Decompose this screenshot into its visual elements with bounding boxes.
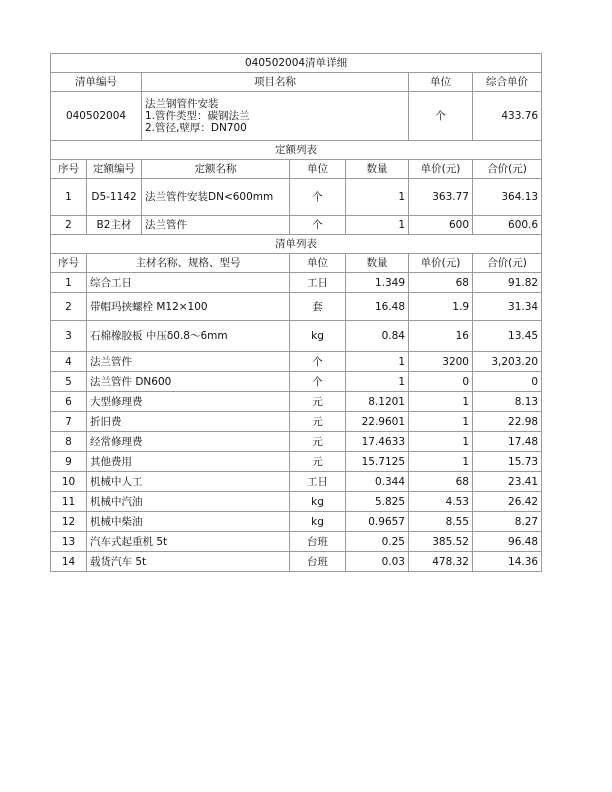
material-price: 8.55 bbox=[409, 512, 473, 532]
item-unit: 个 bbox=[409, 92, 473, 141]
material-list-body bbox=[51, 273, 542, 572]
bill-detail-table bbox=[50, 53, 542, 572]
material-unit: 工日 bbox=[290, 472, 346, 492]
material-name: 机械中柴油 bbox=[87, 512, 290, 532]
row-number: 12 bbox=[51, 512, 87, 532]
material-name: 法兰管件 DN600 bbox=[87, 372, 290, 392]
material-qty: 8.1201 bbox=[346, 392, 409, 412]
material-unit: kg bbox=[290, 321, 346, 352]
material-total: 8.13 bbox=[473, 392, 542, 412]
row-number: 7 bbox=[51, 412, 87, 432]
quota-qty: 1 bbox=[346, 216, 409, 235]
row-number: 9 bbox=[51, 452, 87, 472]
quota-row bbox=[51, 216, 542, 235]
column-header: 定额名称 bbox=[142, 160, 290, 179]
list-section-row bbox=[51, 235, 542, 254]
material-qty: 17.4633 bbox=[346, 432, 409, 452]
material-total: 15.73 bbox=[473, 452, 542, 472]
row-number: 4 bbox=[51, 352, 87, 372]
material-price: 68 bbox=[409, 273, 473, 293]
list-row bbox=[51, 492, 542, 512]
sheet-title: 040502004清单详细 bbox=[51, 54, 542, 73]
item-name-line: 1.管件类型：碳钢法兰 bbox=[145, 110, 250, 122]
material-total: 13.45 bbox=[473, 321, 542, 352]
material-name: 法兰管件 bbox=[87, 352, 290, 372]
list-row bbox=[51, 352, 542, 372]
list-row bbox=[51, 412, 542, 432]
material-unit: kg bbox=[290, 512, 346, 532]
row-number: 3 bbox=[51, 321, 87, 352]
quota-section-row bbox=[51, 141, 542, 160]
material-price: 16 bbox=[409, 321, 473, 352]
item-code: 040502004 bbox=[51, 92, 142, 141]
row-number: 10 bbox=[51, 472, 87, 492]
material-unit: 工日 bbox=[290, 273, 346, 293]
row-number: 1 bbox=[51, 273, 87, 293]
material-price: 1 bbox=[409, 432, 473, 452]
material-total: 91.82 bbox=[473, 273, 542, 293]
material-unit: 个 bbox=[290, 352, 346, 372]
material-price: 1.9 bbox=[409, 293, 473, 321]
list-row bbox=[51, 392, 542, 412]
material-name: 其他费用 bbox=[87, 452, 290, 472]
material-name: 大型修理费 bbox=[87, 392, 290, 412]
item-name bbox=[142, 92, 409, 141]
column-header: 定额编号 bbox=[87, 160, 142, 179]
row-number: 5 bbox=[51, 372, 87, 392]
unit-header: 单位 bbox=[409, 73, 473, 92]
material-total: 8.27 bbox=[473, 512, 542, 532]
list-row bbox=[51, 552, 542, 572]
material-qty: 15.7125 bbox=[346, 452, 409, 472]
row-number: 8 bbox=[51, 432, 87, 452]
material-total: 0 bbox=[473, 372, 542, 392]
list-section-title: 清单列表 bbox=[51, 235, 542, 254]
quota-row bbox=[51, 179, 542, 216]
list-row bbox=[51, 372, 542, 392]
material-qty: 1 bbox=[346, 372, 409, 392]
list-row bbox=[51, 512, 542, 532]
material-name: 载货汽车 5t bbox=[87, 552, 290, 572]
list-row bbox=[51, 321, 542, 352]
material-qty: 16.48 bbox=[346, 293, 409, 321]
code-header: 清单编号 bbox=[51, 73, 142, 92]
row-number: 1 bbox=[51, 179, 87, 216]
material-total: 31.34 bbox=[473, 293, 542, 321]
material-price: 385.52 bbox=[409, 532, 473, 552]
item-name-line: 2.管径,壁厚：DN700 bbox=[145, 122, 247, 134]
row-number: 13 bbox=[51, 532, 87, 552]
material-total: 17.48 bbox=[473, 432, 542, 452]
quota-name: 法兰管件 bbox=[142, 216, 290, 235]
material-unit: 元 bbox=[290, 432, 346, 452]
column-header: 数量 bbox=[346, 254, 409, 273]
row-number: 11 bbox=[51, 492, 87, 512]
row-number: 6 bbox=[51, 392, 87, 412]
material-total: 22.98 bbox=[473, 412, 542, 432]
material-unit: 台班 bbox=[290, 552, 346, 572]
material-unit: 套 bbox=[290, 293, 346, 321]
material-price: 68 bbox=[409, 472, 473, 492]
column-header: 合价(元) bbox=[473, 160, 542, 179]
material-total: 3,203.20 bbox=[473, 352, 542, 372]
material-qty: 22.9601 bbox=[346, 412, 409, 432]
material-qty: 0.03 bbox=[346, 552, 409, 572]
row-number: 14 bbox=[51, 552, 87, 572]
column-header: 序号 bbox=[51, 254, 87, 273]
material-name: 经常修理费 bbox=[87, 432, 290, 452]
quota-section-title: 定额列表 bbox=[51, 141, 542, 160]
column-header: 单位 bbox=[290, 254, 346, 273]
quota-code: D5-1142 bbox=[87, 179, 142, 216]
quota-unit: 个 bbox=[290, 179, 346, 216]
column-header: 主材名称、规格、型号 bbox=[87, 254, 290, 273]
list-row bbox=[51, 532, 542, 552]
material-name: 带帽玛挟螺栓 M12×100 bbox=[87, 293, 290, 321]
material-unit: 台班 bbox=[290, 532, 346, 552]
quota-code: B2主材 bbox=[87, 216, 142, 235]
column-header: 单价(元) bbox=[409, 254, 473, 273]
material-name: 机械中汽油 bbox=[87, 492, 290, 512]
material-name: 折旧费 bbox=[87, 412, 290, 432]
quota-qty: 1 bbox=[346, 179, 409, 216]
material-qty: 0.9657 bbox=[346, 512, 409, 532]
list-header-row bbox=[51, 254, 542, 273]
material-price: 1 bbox=[409, 412, 473, 432]
list-row bbox=[51, 472, 542, 492]
material-price: 1 bbox=[409, 392, 473, 412]
quota-name: 法兰管件安装DN<600mm bbox=[142, 179, 290, 216]
material-unit: 元 bbox=[290, 452, 346, 472]
material-price: 478.32 bbox=[409, 552, 473, 572]
quota-price: 600 bbox=[409, 216, 473, 235]
material-price: 1 bbox=[409, 452, 473, 472]
bill-detail-sheet bbox=[50, 53, 541, 572]
material-unit: 个 bbox=[290, 372, 346, 392]
column-header: 数量 bbox=[346, 160, 409, 179]
material-qty: 1.349 bbox=[346, 273, 409, 293]
material-total: 23.41 bbox=[473, 472, 542, 492]
material-unit: 元 bbox=[290, 392, 346, 412]
item-name-line: 法兰钢管件安装 bbox=[145, 98, 219, 110]
material-name: 机械中人工 bbox=[87, 472, 290, 492]
material-price: 4.53 bbox=[409, 492, 473, 512]
row-number: 2 bbox=[51, 293, 87, 321]
column-header: 合价(元) bbox=[473, 254, 542, 273]
material-qty: 0.25 bbox=[346, 532, 409, 552]
material-qty: 5.825 bbox=[346, 492, 409, 512]
material-unit: 元 bbox=[290, 412, 346, 432]
item-price: 433.76 bbox=[473, 92, 542, 141]
item-header-row bbox=[51, 73, 542, 92]
material-qty: 0.84 bbox=[346, 321, 409, 352]
material-total: 14.36 bbox=[473, 552, 542, 572]
list-row bbox=[51, 452, 542, 472]
item-row bbox=[51, 92, 542, 141]
list-row bbox=[51, 293, 542, 321]
column-header: 单价(元) bbox=[409, 160, 473, 179]
quota-price: 363.77 bbox=[409, 179, 473, 216]
material-total: 26.42 bbox=[473, 492, 542, 512]
list-row bbox=[51, 432, 542, 452]
price-header: 综合单价 bbox=[473, 73, 542, 92]
quota-total: 364.13 bbox=[473, 179, 542, 216]
material-qty: 0.344 bbox=[346, 472, 409, 492]
material-qty: 1 bbox=[346, 352, 409, 372]
material-name: 汽车式起重机 5t bbox=[87, 532, 290, 552]
material-price: 0 bbox=[409, 372, 473, 392]
column-header: 序号 bbox=[51, 160, 87, 179]
list-row bbox=[51, 273, 542, 293]
quota-unit: 个 bbox=[290, 216, 346, 235]
material-price: 3200 bbox=[409, 352, 473, 372]
quota-header-row bbox=[51, 160, 542, 179]
material-unit: kg bbox=[290, 492, 346, 512]
row-number: 2 bbox=[51, 216, 87, 235]
column-header: 单位 bbox=[290, 160, 346, 179]
material-name: 石棉橡胶板 中压δ0.8～6mm bbox=[87, 321, 290, 352]
title-row bbox=[51, 54, 542, 73]
quota-total: 600.6 bbox=[473, 216, 542, 235]
name-header: 项目名称 bbox=[142, 73, 409, 92]
material-total: 96.48 bbox=[473, 532, 542, 552]
material-name: 综合工日 bbox=[87, 273, 290, 293]
